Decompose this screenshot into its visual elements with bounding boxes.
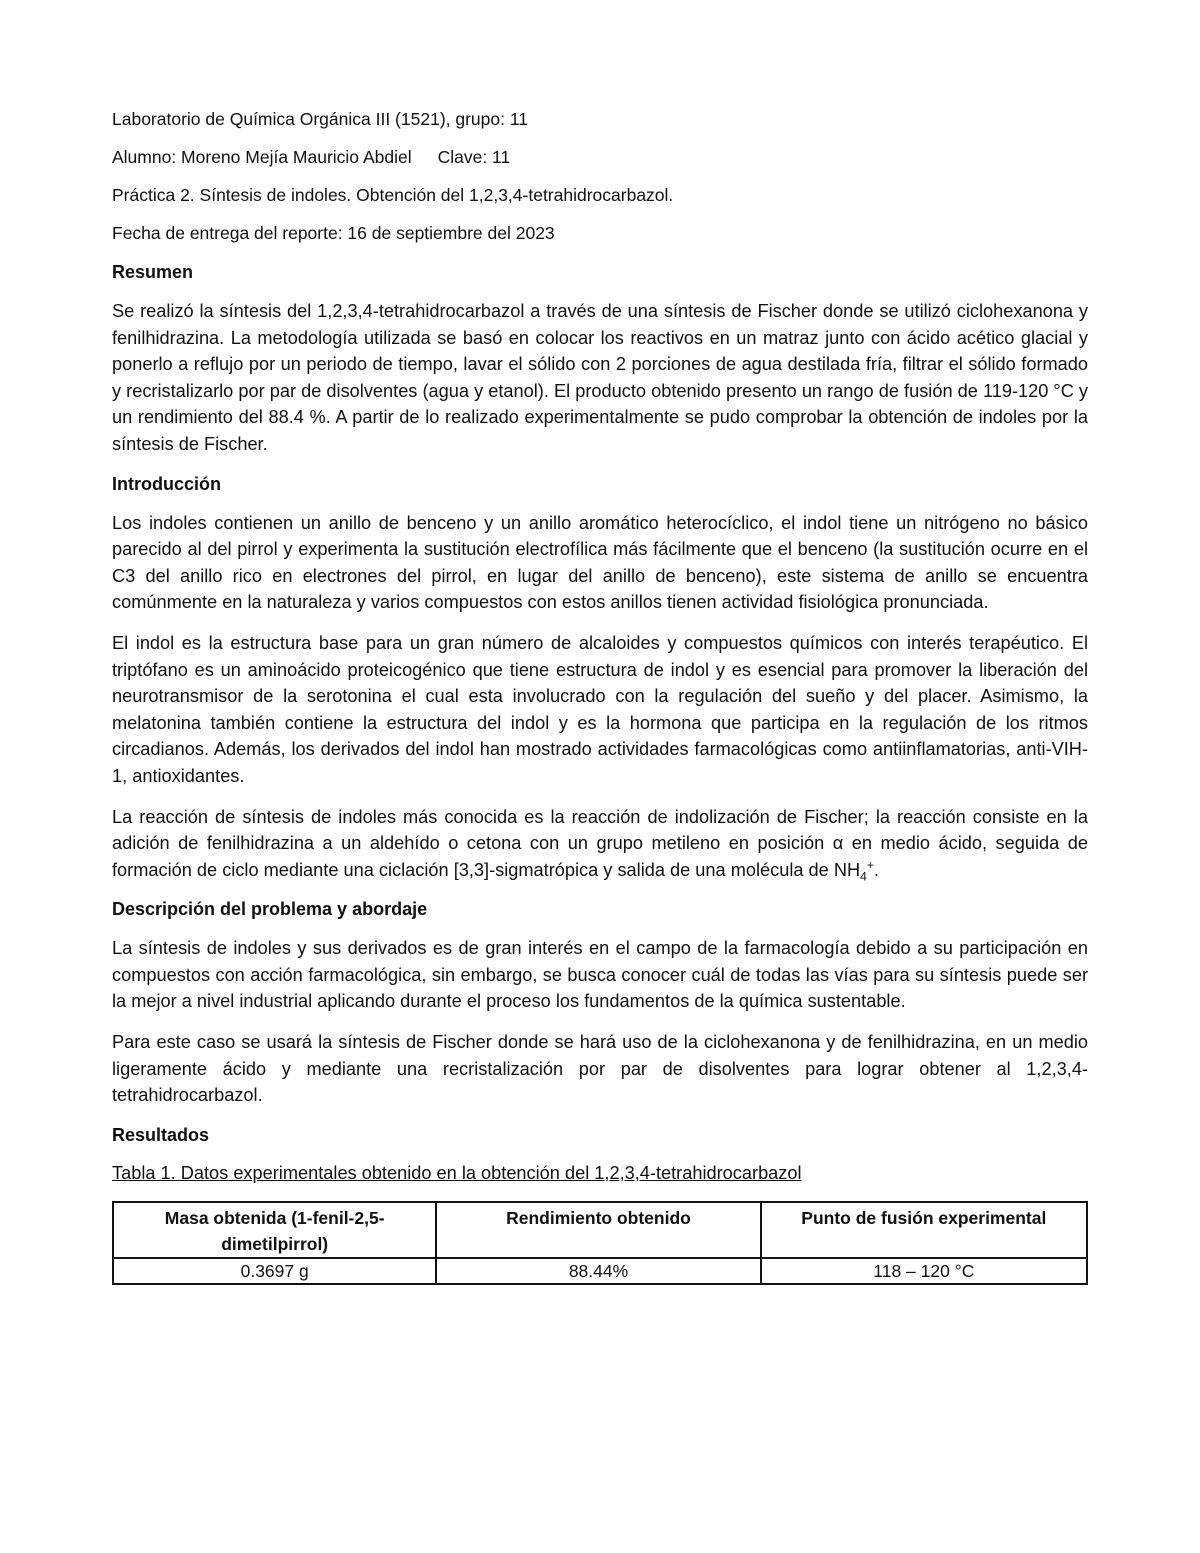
problema-paragraph-2: Para este caso se usará la síntesis de Fischer donde se hará uso de la ciclohexanona y de fenilhidrazina, en un medio ligeramente ácido y mediante una recristalización por par de disolventes para lograr obtener al 1,2,3,4-tetrahidrocarbazol. [112,1032,1088,1106]
resumen-heading: Resumen [112,262,194,282]
introduccion-paragraph-2: El indol es la estructura base para un gran número de alcaloides y compuestos químicos con interés terapéutico. El triptófano es un aminoácido proteicogénico que tiene estructura de indol y es esencial para promover la liberación del neurotransmisor de la serotonina el cual esta involucrado con la regulación del sueño y del placer. Asimismo, la melatonina también contiene la estructura del indol y es la hormona que participa en la regulación de los ritmos circadianos. Además, los derivados del indol han mostrado actividades farmacológicas como antiinflamatorias, anti-VIH-1, antioxidantes. [112,632,1088,786]
problema-paragraph-1: La síntesis de indoles y sus derivados es de gran interés en el campo de la farmacología debido a su participación en compuestos con acción farmacológica, sin embargo, se busca conocer cuál de todas las vías para su síntesis puede ser la mejor a nivel industrial aplicando durante el proceso los fundamentos de la química sustentable. [112,938,1088,1012]
table-cell-punto-fusion: 118 – 120 °C [761,1258,1087,1284]
table-cell-rendimiento: 88.44% [436,1258,760,1284]
table-header-rendimiento: Rendimiento obtenido [436,1202,760,1258]
table-row [113,1258,1087,1284]
table-header-punto-fusion: Punto de fusión experimental [761,1202,1087,1258]
table-cell-masa: 0.3697 g [113,1258,436,1284]
practice-line: Práctica 2. Síntesis de indoles. Obtención del 1,2,3,4-tetrahidrocarbazol. [112,185,674,205]
table-header-masa: Masa obtenida (1-fenil-2,5-dimetilpirrol) [113,1202,436,1258]
table-header-row [113,1202,1087,1258]
student-clave: Clave: 11 [437,147,511,167]
introduccion-paragraph-3 [112,804,1088,884]
student-line [112,146,1088,168]
date-line: Fecha de entrega del reporte: 16 de septiembre del 2023 [112,223,555,243]
resumen-paragraph: Se realizó la síntesis del 1,2,3,4-tetrahidrocarbazol a través de una síntesis de Fischer donde se utilizó ciclohexanona y fenilhidrazina. La metodología utilizada se basó en colocar los reactivos en un matraz junto con ácido acético glacial y ponerlo a reflujo por un periodo de tiempo, lavar el sólido con 2 porciones de agua destilada fría, filtrar el sólido formado y recristalizarlo por par de disolventes (agua y etanol). El producto obtenido presento un rango de fusión de 119-120 °C y un rendimiento del 88.4 %. A partir de lo realizado experimentalmente se pudo comprobar la obtención de indoles por la síntesis de Fischer. [112,301,1088,454]
results-table [112,1201,1088,1285]
document-page [112,108,1088,1285]
introduccion-paragraph-3-text: La reacción de síntesis de indoles más conocida es la reacción de indolización de Fischer; la reacción consiste en la adición de fenilhidrazina a un aldehído o cetona con un grupo metileno en posición α en medio ácido, seguida de formación de ciclo mediante una ciclación [3,3]-sigmatrópica y salida de una molécula de NH [112,806,1088,880]
student-name: Alumno: Moreno Mejía Mauricio Abdiel [112,147,412,167]
problema-heading: Descripción del problema y abordaje [112,899,428,920]
introduccion-paragraph-3-end: . [873,859,879,880]
ammonium-subscript: 4 [860,869,867,884]
course-line: Laboratorio de Química Orgánica III (1521), grupo: 11 [112,109,529,129]
introduccion-heading: Introducción [112,473,221,494]
table-caption: Tabla 1. Datos experimentales obtenido en la obtención del 1,2,3,4-tetrahidrocarbazol [112,1162,802,1183]
resultados-heading: Resultados [112,1124,210,1145]
introduccion-paragraph-1: Los indoles contienen un anillo de benceno y un anillo aromático heterocíclico, el indol tiene un nitrógeno no básico parecido al del pirrol y experimenta la sustitución electrofílica más fácilmente que el benceno (la sustitución ocurre en el C3 del anillo rico en electrones del pirrol, en lugar del anillo de benceno), este sistema de anillo se encuentra comúnmente en la naturaleza y varios compuestos con estos anillos tienen actividad fisiológica pronunciada. [112,512,1088,613]
ammonium-superscript: + [866,857,874,872]
